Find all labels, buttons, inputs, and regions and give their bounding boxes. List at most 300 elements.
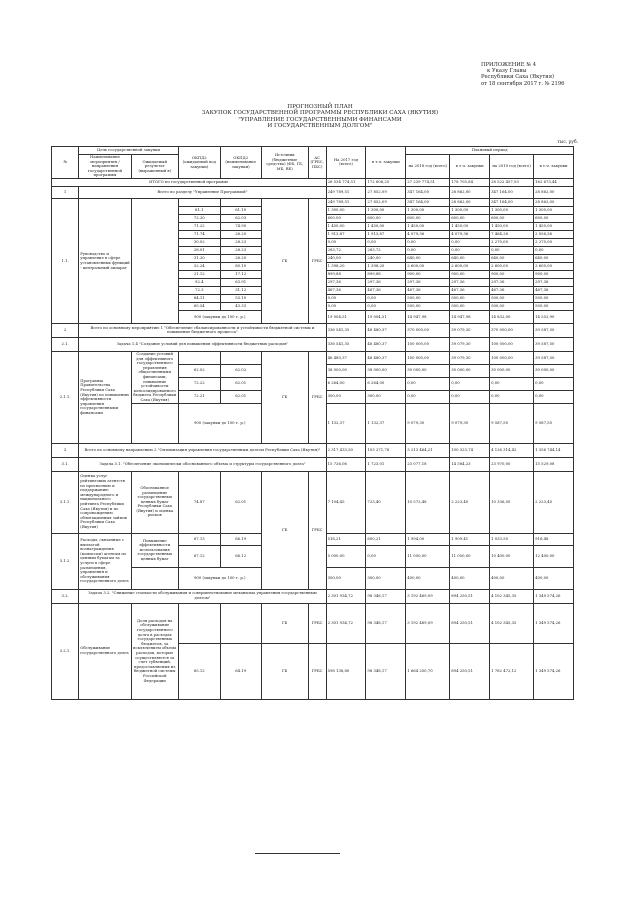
cell: 640,00 xyxy=(534,254,574,262)
cell: 1 300,00 xyxy=(326,206,366,214)
cell: 28.01 xyxy=(178,246,220,254)
cell: 7 464,26 xyxy=(490,230,534,238)
cell: 900,00 xyxy=(406,270,450,278)
cell: 10 336,50 xyxy=(490,471,534,533)
cell: 0,00 xyxy=(366,302,406,310)
cell: 2 600,00 xyxy=(450,262,490,270)
table-row xyxy=(52,178,574,186)
cell: 3 192 469,09 xyxy=(406,589,450,603)
cell: 1 349 574,26 xyxy=(534,603,574,643)
header-okpd: ОКПД2 (ожидаемый код закупки) xyxy=(178,147,220,179)
cell: 39 079,30 xyxy=(450,337,490,351)
cell: 500,00 xyxy=(534,302,574,310)
cell: 178 705,84 xyxy=(450,178,490,186)
cell: 2 056,36 xyxy=(534,230,574,238)
header-num: № xyxy=(52,147,79,179)
appendix-line: ПРИЛОЖЕНИЕ № 4 xyxy=(481,62,537,68)
cell: 100 000,00 xyxy=(406,351,450,364)
cell: 598 138,80 xyxy=(326,643,366,699)
cell: 30 000,00 xyxy=(406,364,450,377)
cell: 6 264,00 xyxy=(326,377,366,390)
row-result: Создание условий для эффективного государственного управления общественными финансами, повышение устойчивости консолидированного бюджета Республики Саха (Якутия) xyxy=(131,351,178,403)
cell: 39 587,50 xyxy=(534,351,574,364)
cell: 1 450,00 xyxy=(450,222,490,230)
cell: 28.23 xyxy=(220,238,261,246)
cell: 297,36 xyxy=(490,278,534,286)
cell xyxy=(178,198,220,206)
cell: 62.01 xyxy=(220,471,261,533)
cell: 500,00 xyxy=(490,302,534,310)
cell: 27 239 774,51 xyxy=(406,178,450,186)
row-num: 3.2.1. xyxy=(52,603,79,699)
cell: 1 356 744,14 xyxy=(534,443,574,457)
cell: 467,36 xyxy=(406,286,450,294)
cell: 640,00 xyxy=(450,254,490,262)
cell: 31.12 xyxy=(220,286,261,294)
cell: 30.02 xyxy=(178,238,220,246)
cell: 65.54 xyxy=(178,302,220,310)
table-row xyxy=(52,457,574,471)
cell: 2 223,40 xyxy=(450,471,490,533)
cell: 38 000,00 xyxy=(366,364,406,377)
row-num: 2 xyxy=(52,323,79,337)
row-label: Задача 1.4 "Создание условий для повышения эффективности бюджетных расходов" xyxy=(79,337,326,351)
cell: 297,36 xyxy=(534,278,574,286)
cell: 46 480,37 xyxy=(366,351,406,364)
cell: 600,00 xyxy=(366,214,406,222)
row-label: Всего по основному направлению 2 "Оптимизация управления государственным долгом Республики Саха (Якутия)" xyxy=(79,443,326,457)
cell xyxy=(131,567,178,589)
table-row xyxy=(52,186,574,198)
cell: 0,00 xyxy=(490,246,534,254)
cell: 1 664 250,70 xyxy=(406,643,450,699)
cell: 640,00 xyxy=(406,254,450,262)
row-source: ГБ xyxy=(261,603,308,643)
cell: 2 600,00 xyxy=(490,262,534,270)
cell: 103 271,78 xyxy=(366,443,406,457)
cell: 2 270,00 xyxy=(490,238,534,246)
cell xyxy=(131,403,178,443)
cell: 723,40 xyxy=(366,471,406,533)
row-name: Расходы, связанные с выплатой вознаграждения (комиссии) агентам по ценным бумагам за услуги в сфере размещения, управления и обслуживания государственного долга xyxy=(79,533,131,589)
cell: 0,00 xyxy=(534,377,574,390)
row-source: ГБ xyxy=(261,643,308,699)
cell: 2 270,00 xyxy=(534,238,574,246)
cell: 43.33 xyxy=(220,302,261,310)
cell: 23 970,00 xyxy=(490,457,534,471)
cell: 62.02 xyxy=(220,364,261,377)
cell: 0,00 xyxy=(450,246,490,254)
cell: 3 213 464,21 xyxy=(406,443,450,457)
table-row xyxy=(52,337,574,351)
table-row xyxy=(52,323,574,337)
cell: 516,21 xyxy=(326,533,366,545)
cell: 61.10 xyxy=(220,206,261,214)
cell: 336 541,35 xyxy=(326,337,366,351)
cell: 0,00 xyxy=(366,238,406,246)
cell: 297,36 xyxy=(366,278,406,286)
cell: 2 301 934,72 xyxy=(326,589,366,603)
cell: 600,21 xyxy=(366,533,406,545)
cell: 500,00 xyxy=(490,294,534,302)
cell: 347 164,00 xyxy=(406,186,450,198)
header-resp: АС (ГРБС, ПБС) xyxy=(308,147,326,179)
row-resp: ГРБС xyxy=(308,471,326,589)
cell: 900 (закупки до 100 т. р.) xyxy=(178,567,261,589)
cell: 100 000,00 xyxy=(490,337,534,351)
header-planned: Плановый период xyxy=(406,147,574,155)
cell: 14 947,98 xyxy=(406,310,450,323)
cell: 300,00 xyxy=(366,567,406,589)
cell: 336 541,35 xyxy=(326,323,366,337)
cell: 347 164,00 xyxy=(490,186,534,198)
cell: 1 450,00 xyxy=(366,222,406,230)
cell: 100 000,00 xyxy=(406,337,450,351)
table-row xyxy=(52,351,574,364)
cell: 4 126 314,42 xyxy=(490,443,534,457)
cell: 19 004,51 xyxy=(326,310,366,323)
cell: 500,00 xyxy=(450,302,490,310)
cell xyxy=(178,603,220,643)
cell: 28 862,00 xyxy=(450,186,490,198)
cell: 0,00 xyxy=(490,390,534,403)
cell: 4 079,36 xyxy=(450,230,490,238)
cell: 26.20 xyxy=(220,254,261,262)
cell: 100 000,00 xyxy=(490,351,534,364)
header-2017: На 2017 год (всего) xyxy=(326,147,366,179)
row-resp: ГРБС xyxy=(308,643,326,699)
header-result: Ожидаемый результат (выраженный в) xyxy=(131,155,178,179)
cell: 31.20 xyxy=(178,254,220,262)
cell: 1 300,00 xyxy=(366,206,406,214)
cell: 900,00 xyxy=(450,270,490,278)
row-resp: ГРБС xyxy=(308,603,326,643)
cell: 17.12 xyxy=(220,270,261,278)
cell: 400,00 xyxy=(534,567,574,589)
cell: 62.02 xyxy=(178,364,220,377)
row-resp: ГРБС xyxy=(308,198,326,323)
cell: 9 079,30 xyxy=(406,403,450,443)
cell: 7 104,45 xyxy=(326,471,366,533)
row-num: 1.1. xyxy=(52,198,79,323)
cell: 297,36 xyxy=(450,278,490,286)
row-num: 3.2. xyxy=(52,589,79,603)
cell: 300,00 xyxy=(326,390,366,403)
cell: 240,00 xyxy=(366,254,406,262)
cell xyxy=(220,198,261,206)
cell: 1 450,00 xyxy=(326,222,366,230)
cell: 28 522 457,93 xyxy=(490,178,534,186)
cell: 14 584,23 xyxy=(450,457,490,471)
cell: 600,00 xyxy=(490,214,534,222)
cell: 28 862,00 xyxy=(534,198,574,206)
cell: 1 450,00 xyxy=(490,222,534,230)
cell: 5 000,00 xyxy=(326,545,366,567)
cell xyxy=(220,603,261,643)
title-line: ПРОГНОЗНЫЙ ПЛАН xyxy=(287,104,353,110)
cell: 71.22 xyxy=(178,222,220,230)
cell: 162 673,44 xyxy=(534,178,574,186)
cell: 98 348,17 xyxy=(366,603,406,643)
row-source: ГБ xyxy=(261,471,308,589)
cell: 66.19 xyxy=(220,533,261,545)
header-2019-purchases: в т.ч. закупки xyxy=(534,155,574,179)
cell: 640,00 xyxy=(490,254,534,262)
cell: 240,00 xyxy=(326,254,366,262)
cell: 0,00 xyxy=(366,294,406,302)
cell: 39 079,30 xyxy=(450,323,490,337)
title-line: ЗАКУПОК ГОСУДАРСТВЕННОЙ ПРОГРАММЫ РЕСПУБЛИКИ САХА (ЯКУТИЯ) xyxy=(201,110,439,117)
cell: 2 600,00 xyxy=(534,262,574,270)
cell: 283,72 xyxy=(366,246,406,254)
cell: 2 600,00 xyxy=(406,262,450,270)
units-label: тыс. руб. xyxy=(557,140,578,145)
row-label: Задача 3.2. "Снижение стоимости обслуживания и совершенствование механизма управления государственным долгом" xyxy=(79,589,326,603)
cell: 172 606,25 xyxy=(366,178,406,186)
cell: 467,36 xyxy=(366,286,406,294)
header-2017-purchases: в т.ч. закупки xyxy=(366,147,406,179)
cell: 1 994,00 xyxy=(406,533,450,545)
cell: 65.12 xyxy=(178,643,220,699)
row-source: ГБ xyxy=(261,198,308,323)
cell: 74.87 xyxy=(178,471,220,533)
cell: 98 348,17 xyxy=(366,589,406,603)
cell: 2 317 433,50 xyxy=(326,443,366,457)
row-result: Повышение эффективности использования государственных ценных бумаг xyxy=(131,533,178,567)
cell: 600,00 xyxy=(450,214,490,222)
header-name: Наименование мероприятия / направления государственной программы xyxy=(79,155,131,179)
cell: 28 862,00 xyxy=(450,198,490,206)
table-row xyxy=(52,603,574,643)
appendix-block xyxy=(481,62,576,87)
cell: 400,00 xyxy=(490,567,534,589)
cell: 1 132,37 xyxy=(366,403,406,443)
cell: 249 789,51 xyxy=(326,186,366,198)
cell: 38 000,00 xyxy=(326,364,366,377)
cell: 0,00 xyxy=(406,377,450,390)
row-source: ГБ xyxy=(261,351,308,443)
row-name: Руководство и управление в сфере установленных функций - центральный аппарат xyxy=(79,198,131,323)
row-name: Обслуживание государственного долга xyxy=(79,603,131,699)
header-2018: на 2018 год (всего) xyxy=(406,155,450,179)
cell: 4 102 345,35 xyxy=(490,589,534,603)
cell: 46 480,37 xyxy=(366,337,406,351)
cell: 67.12 xyxy=(178,545,220,567)
cell: 14 947,98 xyxy=(450,310,490,323)
cell: 1 398,20 xyxy=(366,262,406,270)
cell: 899,88 xyxy=(366,270,406,278)
table-row xyxy=(52,471,574,533)
cell: 62.01 xyxy=(220,377,261,390)
cell: 0,00 xyxy=(326,238,366,246)
cell: 894 250,51 xyxy=(450,643,490,699)
cell: 1 723,01 xyxy=(366,457,406,471)
cell: 500,00 xyxy=(406,294,450,302)
cell: 1 398,20 xyxy=(326,262,366,270)
cell: 26.20 xyxy=(220,230,261,238)
cell: 15 529,08 xyxy=(534,457,574,471)
cell: 46 480,37 xyxy=(366,323,406,337)
cell: 12 400,00 xyxy=(534,545,574,567)
cell: 26 534 774,51 xyxy=(326,178,366,186)
cell: 64.19 xyxy=(220,643,261,699)
cell: 347 164,00 xyxy=(406,198,450,206)
cell: 15 726,06 xyxy=(326,457,366,471)
cell: 1 782 472,12 xyxy=(490,643,534,699)
row-label: ИТОГО по государственной программе xyxy=(52,178,327,186)
cell: 72.22 xyxy=(178,377,220,390)
table-row xyxy=(52,443,574,457)
cell: 21.12 xyxy=(178,270,220,278)
cell: 467,36 xyxy=(326,286,366,294)
header-goal: Цель государственной закупки xyxy=(79,147,179,155)
cell: 67.13 xyxy=(178,533,220,545)
cell: 500,00 xyxy=(450,294,490,302)
row-num: 3 xyxy=(52,443,79,457)
cell: 39 587,50 xyxy=(534,323,574,337)
row-num: 1 xyxy=(52,186,79,198)
cell: 370 000,00 xyxy=(490,323,534,337)
cell: 74.90 xyxy=(220,222,261,230)
cell: 1 349 574,26 xyxy=(534,643,574,699)
cell: 30 000,00 xyxy=(450,364,490,377)
cell: 23 077,18 xyxy=(406,457,450,471)
cell: 900,00 xyxy=(490,270,534,278)
cell: 39 587,50 xyxy=(534,337,574,351)
row-label: Задача 3.1. "Обеспечение экономически обоснованного объема и структуры государственного долга" xyxy=(79,457,326,471)
procurement-table xyxy=(51,146,574,700)
cell: 370 000,00 xyxy=(406,323,450,337)
cell: 9 079,30 xyxy=(450,403,490,443)
cell: 1 300,00 xyxy=(490,206,534,214)
cell: 4 079,36 xyxy=(406,230,450,238)
cell: 72.3 xyxy=(178,286,220,294)
cell: 894 250,51 xyxy=(450,603,490,643)
cell: 0,00 xyxy=(406,238,450,246)
cell: 98 348,17 xyxy=(366,643,406,699)
cell: 1 913,87 xyxy=(326,230,366,238)
cell: 283,72 xyxy=(326,246,366,254)
cell: 71.74 xyxy=(178,230,220,238)
cell: 900 (закупки до 100 т. р.) xyxy=(178,310,261,323)
cell xyxy=(220,351,261,364)
cell: 11 050,00 xyxy=(450,545,490,567)
cell: 0,00 xyxy=(406,390,450,403)
row-label: Всего по разделу "Управление Программой" xyxy=(79,186,326,198)
cell: 347 164,00 xyxy=(490,198,534,206)
cell: 9 587,50 xyxy=(490,403,534,443)
cell: 6 264,00 xyxy=(366,377,406,390)
cell: 72.21 xyxy=(178,390,220,403)
cell: 11 050,00 xyxy=(406,545,450,567)
table-row xyxy=(52,198,574,206)
cell: 1 349 574,26 xyxy=(534,589,574,603)
row-result: Доля расходов на обслуживание государственного долга в расходах государственных бюджетов, за исключением объема расходов, которые осуществляются за счет субвенций, предоставляемых из бюджетной системы Российской Федерации xyxy=(131,603,178,699)
cell: 1 300,00 xyxy=(406,206,450,214)
cell: 467,36 xyxy=(490,286,534,294)
cell: 27 852,09 xyxy=(366,186,406,198)
document-title xyxy=(0,104,640,130)
table-row xyxy=(52,589,574,603)
title-line: "УПРАВЛЕНИЕ ГОСУДАРСТВЕННЫМИ ФИНАНСАМИ xyxy=(238,116,402,123)
cell: 80.10 xyxy=(220,262,261,270)
cell: 0,00 xyxy=(450,390,490,403)
cell: 4 102 345,35 xyxy=(490,603,534,643)
cell: 600,00 xyxy=(326,214,366,222)
cell: 500,00 xyxy=(534,294,574,302)
header-2018-purchases: в т.ч. закупки xyxy=(450,155,490,179)
cell: 249 789,51 xyxy=(326,198,366,206)
header-okpd2: ОКПД2 (наименование закупки) xyxy=(220,147,261,179)
cell: 1 033,50 xyxy=(490,533,534,545)
cell: 900 (закупки до 100 т. р.) xyxy=(178,403,261,443)
row-resp: ГРБС xyxy=(308,351,326,443)
cell: 53.10 xyxy=(220,294,261,302)
cell: 30 000,00 xyxy=(534,364,574,377)
cell: 66.12 xyxy=(220,545,261,567)
cell: 600,00 xyxy=(534,214,574,222)
cell: 92.4 xyxy=(178,278,220,286)
row-num: 3.1.2. xyxy=(52,533,79,589)
cell: 899,88 xyxy=(326,270,366,278)
cell: 72.20 xyxy=(178,214,220,222)
cell: 0,00 xyxy=(326,294,366,302)
cell: 14 552,90 xyxy=(534,310,574,323)
cell: 2 223,40 xyxy=(534,471,574,533)
cell: 10 572,48 xyxy=(406,471,450,533)
cell xyxy=(178,351,220,364)
row-num: 3.1.1. xyxy=(52,471,79,533)
cell: 1 300,00 xyxy=(450,206,490,214)
cell: 1 450,00 xyxy=(406,222,450,230)
cell: 500,00 xyxy=(406,302,450,310)
cell: 46 480,37 xyxy=(326,351,366,364)
cell: 467,36 xyxy=(450,286,490,294)
cell: 1 450,00 xyxy=(534,222,574,230)
cell: 27 852,09 xyxy=(366,198,406,206)
cell: 0,00 xyxy=(534,246,574,254)
cell: 100 323,74 xyxy=(450,443,490,457)
cell: 0,00 xyxy=(450,238,490,246)
row-name: Программа Правительства Республики Саха (Якутия) по повышению эффективности управления государственными финансами xyxy=(79,351,131,443)
cell: 900,00 xyxy=(534,270,574,278)
cell: 0,00 xyxy=(406,246,450,254)
cell: 52.24 xyxy=(178,262,220,270)
row-num: 2.1.1. xyxy=(52,351,79,443)
cell: 1 132,37 xyxy=(326,403,366,443)
cell: 600,00 xyxy=(406,214,450,222)
cell: 30 000,00 xyxy=(490,364,534,377)
cell: 61.1 xyxy=(178,206,220,214)
cell: 0,00 xyxy=(534,390,574,403)
cell: 10 400,00 xyxy=(490,545,534,567)
row-label: Всего по основному мероприятию 1 "Обеспечение сбалансированности и устойчивости бюджетной системы и повышение бюджетного процесса" xyxy=(79,323,326,337)
cell: 62.01 xyxy=(220,390,261,403)
appendix-line: от 18 сентября 2017 г. № 2196 xyxy=(481,80,565,87)
cell: 0,00 xyxy=(490,377,534,390)
cell: 14 832,00 xyxy=(490,310,534,323)
title-line: И ГОСУДАРСТВЕННЫМ ДОЛГОМ" xyxy=(267,123,373,130)
cell: 0,00 xyxy=(450,377,490,390)
cell: 894 250,51 xyxy=(450,589,490,603)
cell: 19 004,51 xyxy=(366,310,406,323)
cell: 1 300,00 xyxy=(534,206,574,214)
closing-line xyxy=(255,853,340,854)
row-num: 2.1. xyxy=(52,337,79,351)
cell: 3 192 469,09 xyxy=(406,603,450,643)
cell: 1 913,87 xyxy=(366,230,406,238)
cell: 300,00 xyxy=(366,390,406,403)
